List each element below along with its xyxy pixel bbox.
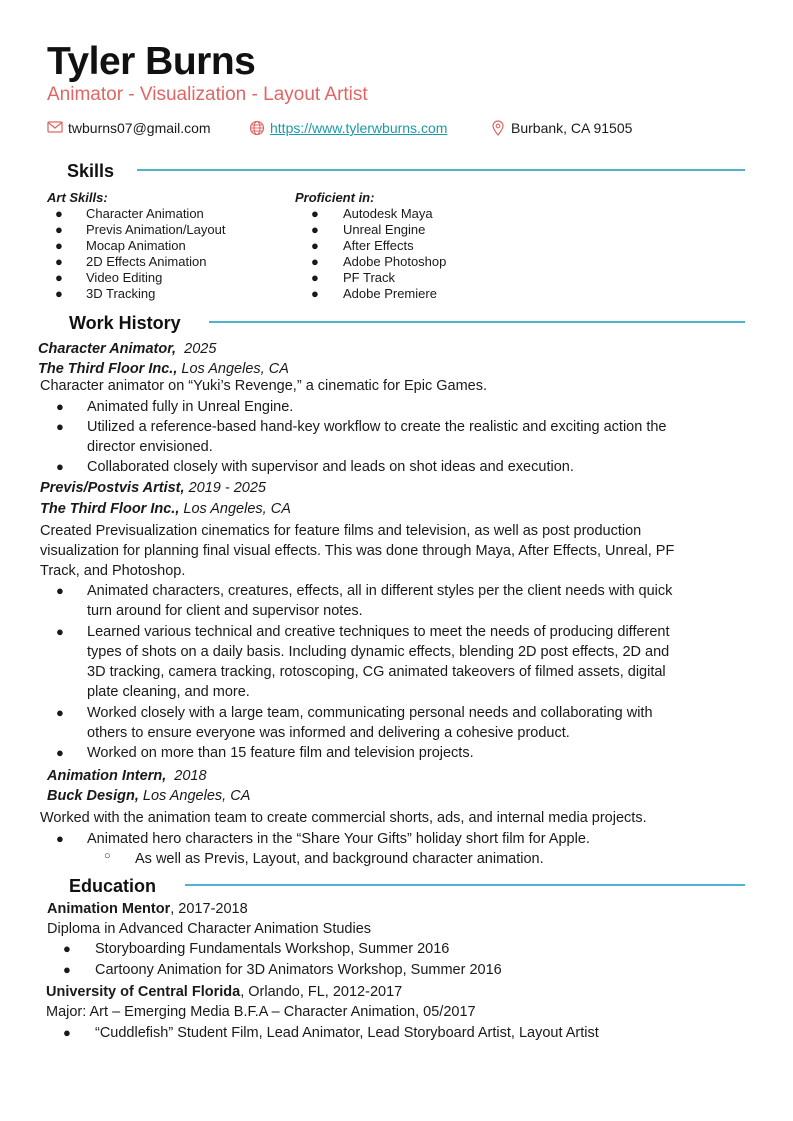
job2-bullet-1b: turn around for client and supervisor notes.: [87, 603, 363, 619]
job2-year: 2019 - 2025: [188, 480, 266, 496]
job3-title-line: [47, 766, 207, 786]
location-pin-icon: [490, 120, 506, 136]
job2-bullet-2c: 3D tracking, camera tracking, rotoscoping, CG animated takeovers of filmed assets, digital: [87, 664, 666, 680]
list-item: ● 2D Effects Animation: [55, 254, 207, 269]
job2-bullet-4: Worked on more than 15 feature film and television projects.: [87, 745, 474, 761]
list-item: ● Adobe Premiere: [311, 286, 437, 301]
job2-role: Previs/Postvis Artist,: [40, 480, 185, 496]
job3-company-line: [47, 786, 250, 806]
school1-dates: , 2017-2018: [170, 901, 248, 917]
school2-dates: , Orlando, FL, 2012-2017: [240, 984, 403, 1000]
list-item: ● PF Track: [311, 270, 396, 285]
candidate-name: Tyler Burns: [47, 40, 256, 83]
job3-sub-bullet-1: As well as Previs, Layout, and background character animation.: [135, 851, 544, 867]
education-heading: Education: [69, 876, 157, 896]
school2-line: [46, 982, 402, 1002]
job3-bullet-1: Animated hero characters in the “Share Your Gifts” holiday short film for Apple.: [87, 831, 590, 847]
job1-bullet-2a: Utilized a reference-based hand-key workflow to create the realistic and exciting action the: [87, 419, 667, 435]
job1-bullet-1: Animated fully in Unreal Engine.: [87, 399, 294, 415]
bullet-icon: ●: [56, 399, 64, 414]
list-item: ● Unreal Engine: [311, 222, 426, 237]
school1-line: [47, 899, 248, 919]
school1-bullet-2: Cartoony Animation for 3D Animators Workshop, Summer 2016: [95, 962, 502, 978]
job2-desc-line-3: Track, and Photoshop.: [40, 563, 186, 579]
list-item: ● Adobe Photoshop: [311, 254, 447, 269]
job3-location: Los Angeles, CA: [142, 788, 251, 804]
job1-year: 2025: [184, 341, 217, 357]
job2-bullet-3b: others to ensure everyone was informed and delivering a cohesive product.: [87, 725, 570, 741]
job1-bullet-3: Collaborated closely with supervisor and leads on shot ideas and execution.: [87, 459, 574, 475]
job1-title-line: [38, 339, 216, 359]
school1-name: Animation Mentor: [47, 901, 171, 917]
mail-icon: [47, 120, 63, 134]
job2-location: Los Angeles, CA: [183, 501, 291, 517]
list-item: ● After Effects: [311, 238, 414, 253]
job1-location: Los Angeles, CA: [181, 361, 289, 377]
school2-description: Major: Art – Emerging Media B.F.A – Character Animation, 05/2017: [46, 1004, 476, 1020]
job3-role: Animation Intern,: [47, 768, 167, 784]
education-divider: [185, 884, 745, 886]
bullet-icon: ●: [56, 705, 64, 720]
skills-heading: Skills: [67, 161, 115, 181]
bullet-icon: ●: [63, 1025, 71, 1040]
list-item: ● 3D Tracking: [55, 286, 156, 301]
job1-role: Character Animator,: [38, 341, 177, 357]
bullet-icon: ●: [56, 459, 64, 474]
job2-company-line: [40, 499, 291, 519]
job2-bullet-2d: plate cleaning, and more.: [87, 684, 250, 700]
job2-company: The Third Floor Inc.,: [40, 501, 180, 517]
list-item: ● Mocap Animation: [55, 238, 186, 253]
location-text: Burbank, CA 91505: [511, 120, 633, 136]
bullet-icon: ●: [56, 831, 64, 846]
list-item: ● Video Editing: [55, 270, 163, 285]
school2-name: University of Central Florida: [46, 984, 241, 1000]
job1-company: The Third Floor Inc.,: [38, 361, 178, 377]
bullet-icon: ●: [56, 583, 64, 598]
job2-desc-line-2: visualization for planning final visual effects. This was done through Maya, After Effects, Unreal, PF: [40, 543, 675, 559]
job1-bullet-2b: director envisioned.: [87, 439, 213, 455]
proficient-heading: Proficient in:: [295, 190, 375, 205]
job3-description: Worked with the animation team to create commercial shorts, ads, and internal media projects.: [40, 810, 647, 826]
job2-bullet-3a: Worked closely with a large team, communicating personal needs and collaborating with: [87, 705, 653, 721]
work-history-heading: Work History: [69, 313, 181, 333]
list-item: ● Previs Animation/Layout: [55, 222, 226, 237]
list-item: ● Character Animation: [55, 206, 204, 221]
art-skills-list: [55, 206, 275, 302]
job2-bullet-2a: Learned various technical and creative techniques to meet the needs of producing different: [87, 624, 670, 640]
bullet-icon: ●: [56, 745, 64, 760]
job3-company: Buck Design,: [47, 788, 139, 804]
job2-desc-line-1: Created Previsualization cinematics for feature films and television, as well as post production: [40, 523, 642, 539]
email-text: twburns07@gmail.com: [68, 120, 211, 136]
globe-icon: [249, 120, 265, 136]
job3-year: 2018: [174, 768, 207, 784]
list-item: ● Autodesk Maya: [311, 206, 433, 221]
school1-description: Diploma in Advanced Character Animation Studies: [47, 921, 372, 937]
bullet-icon: ●: [63, 941, 71, 956]
bullet-icon: ●: [56, 419, 64, 434]
school1-bullet-1: Storyboarding Fundamentals Workshop, Summer 2016: [95, 941, 450, 957]
website-link[interactable]: https://www.tylerwburns.com: [270, 120, 448, 136]
bullet-icon: ●: [63, 962, 71, 977]
school2-bullet-1: “Cuddlefish” Student Film, Lead Animator, Lead Storyboard Artist, Layout Artist: [95, 1025, 599, 1041]
work-history-divider: [209, 321, 745, 323]
job2-bullet-1a: Animated characters, creatures, effects, all in different styles per the client needs with quick: [87, 583, 673, 599]
skills-divider: [137, 169, 745, 171]
proficient-list: [311, 206, 531, 302]
job1-description: Character animator on “Yuki’s Revenge,” a cinematic for Epic Games.: [40, 378, 488, 394]
bullet-icon: ●: [56, 624, 64, 639]
job-title-subtitle: Animator - Visualization - Layout Artist: [47, 84, 368, 105]
art-skills-heading: Art Skills:: [47, 190, 108, 205]
sub-bullet-icon: ○: [104, 850, 111, 862]
job2-title-line: [40, 478, 266, 498]
job2-bullet-2b: types of shots on a daily basis. Including dynamic effects, blending 2D post effects, 2D and: [87, 644, 670, 660]
